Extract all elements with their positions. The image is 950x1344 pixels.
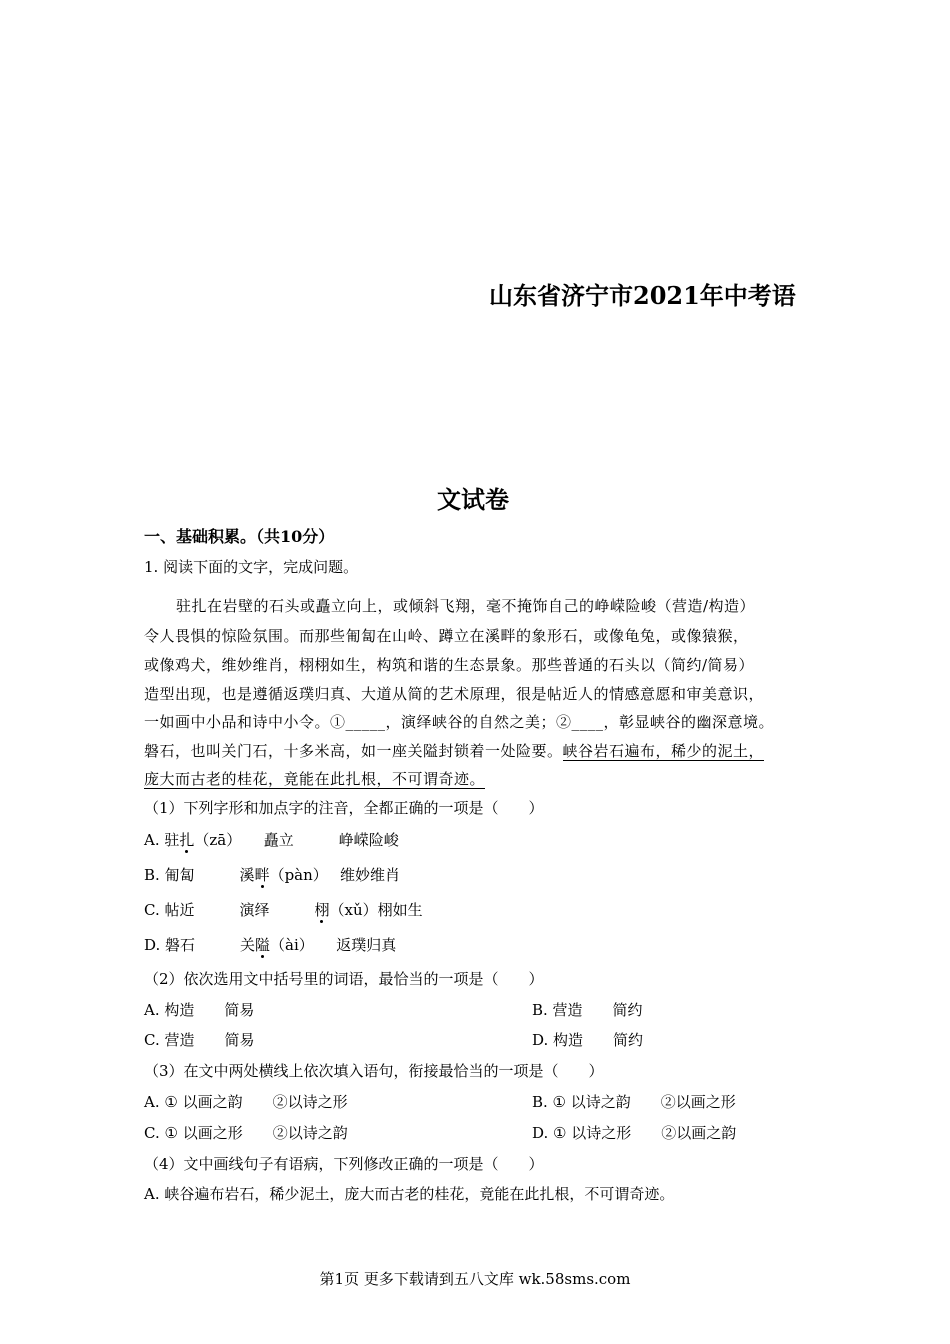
option-text: （ài） 返璞归真 — [270, 936, 397, 954]
question-3-option-d: D. ① 以诗之形 ②以画之韵 — [532, 1124, 737, 1142]
question-3-option-b: B. ① 以诗之韵 ②以画之形 — [532, 1093, 736, 1111]
option-text: （xǔ）栩如生 — [329, 901, 423, 919]
option-text: B. 匍匐 溪 — [144, 866, 255, 884]
page-footer: 第1页 更多下载请到五八文库 wk.58sms.com — [319, 1270, 631, 1288]
title-line-1: 山东省济宁市2021年中考语 — [489, 281, 796, 310]
question-2-option-c: C. 营造 简易 — [144, 1031, 255, 1049]
question-1-stem: （1）下列字形和加点字的注音，全都正确的一项是（ ） — [144, 799, 544, 817]
dotted-char: 栩 — [314, 901, 330, 919]
underlined-sentence-part-2: 庞大而古老的桂花，竟能在此扎根，不可谓奇迹。 — [144, 770, 486, 788]
passage-line-7 — [144, 768, 485, 789]
option-text: D. 磐石 关 — [144, 936, 256, 954]
question-intro: 1. 阅读下面的文字，完成问题。 — [144, 558, 359, 576]
option-text: C. 帖近 演绎 — [144, 901, 315, 919]
question-1-option-a — [144, 829, 399, 850]
question-3-stem: （3）在文中两处横线上依次填入语句，衔接最恰当的一项是（ ） — [144, 1062, 604, 1080]
dotted-char: 畔 — [254, 866, 270, 884]
question-4-stem: （4）文中画线句子有语病，下列修改正确的一项是（ ） — [144, 1155, 544, 1173]
title-line-2: 文试卷 — [437, 485, 509, 514]
passage-line-5: 一如画中小品和诗中小令。①_____，演绎峡谷的自然之美；②____，彰显峡谷的幽深意境。 — [144, 713, 775, 731]
passage-line-1: 驻扎在岩壁的石头或矗立向上，或倾斜飞翔，毫不掩饰自己的峥嵘险峻（营造/构造） — [176, 597, 756, 615]
option-text: A. 驻 — [144, 831, 180, 849]
passage-line-6 — [144, 740, 764, 761]
question-3-option-c: C. ① 以画之形 ②以诗之韵 — [144, 1124, 348, 1142]
dotted-char: 隘 — [255, 936, 271, 954]
section-heading: 一、基础积累。（共10分） — [144, 527, 335, 546]
option-text: （pàn） 维妙维肖 — [269, 866, 401, 884]
passage-line-2: 令人畏惧的惊险氛围。而那些匍匐在山岭、蹲立在溪畔的象形石，或像龟兔，或像猿猴， — [144, 627, 749, 645]
question-2-option-d: D. 构造 简约 — [532, 1031, 644, 1049]
passage-line-3: 或像鸡犬，维妙维肖，栩栩如生，构筑和谐的生态景象。那些普通的石头以（简约/简易） — [144, 656, 755, 674]
question-3-option-a: A. ① 以画之韵 ②以诗之形 — [144, 1093, 348, 1111]
passage-line-4: 造型出现，也是遵循返璞归真、大道从简的艺术原理，很是帖近人的情感意愿和审美意识， — [144, 685, 765, 703]
option-text: （zā） 矗立 峥嵘险峻 — [194, 831, 399, 849]
question-4-option-a: A. 峡谷遍布岩石，稀少泥土，庞大而古老的桂花，竟能在此扎根，不可谓奇迹。 — [144, 1185, 675, 1203]
question-2-option-b: B. 营造 简约 — [532, 1001, 643, 1019]
question-2-stem: （2）依次选用文中括号里的词语，最恰当的一项是（ ） — [144, 970, 544, 988]
underlined-sentence-part-1: 峡谷岩石遍布，稀少的泥土， — [562, 742, 765, 760]
question-1-option-d — [144, 934, 396, 955]
question-1-option-c — [144, 899, 423, 920]
passage-text: 磐石，也叫关门石，十多米高，如一座关隘封锁着一处险要。 — [144, 742, 563, 760]
dotted-char: 扎 — [179, 831, 195, 849]
question-1-option-b — [144, 864, 400, 885]
question-2-option-a: A. 构造 简易 — [144, 1001, 255, 1019]
